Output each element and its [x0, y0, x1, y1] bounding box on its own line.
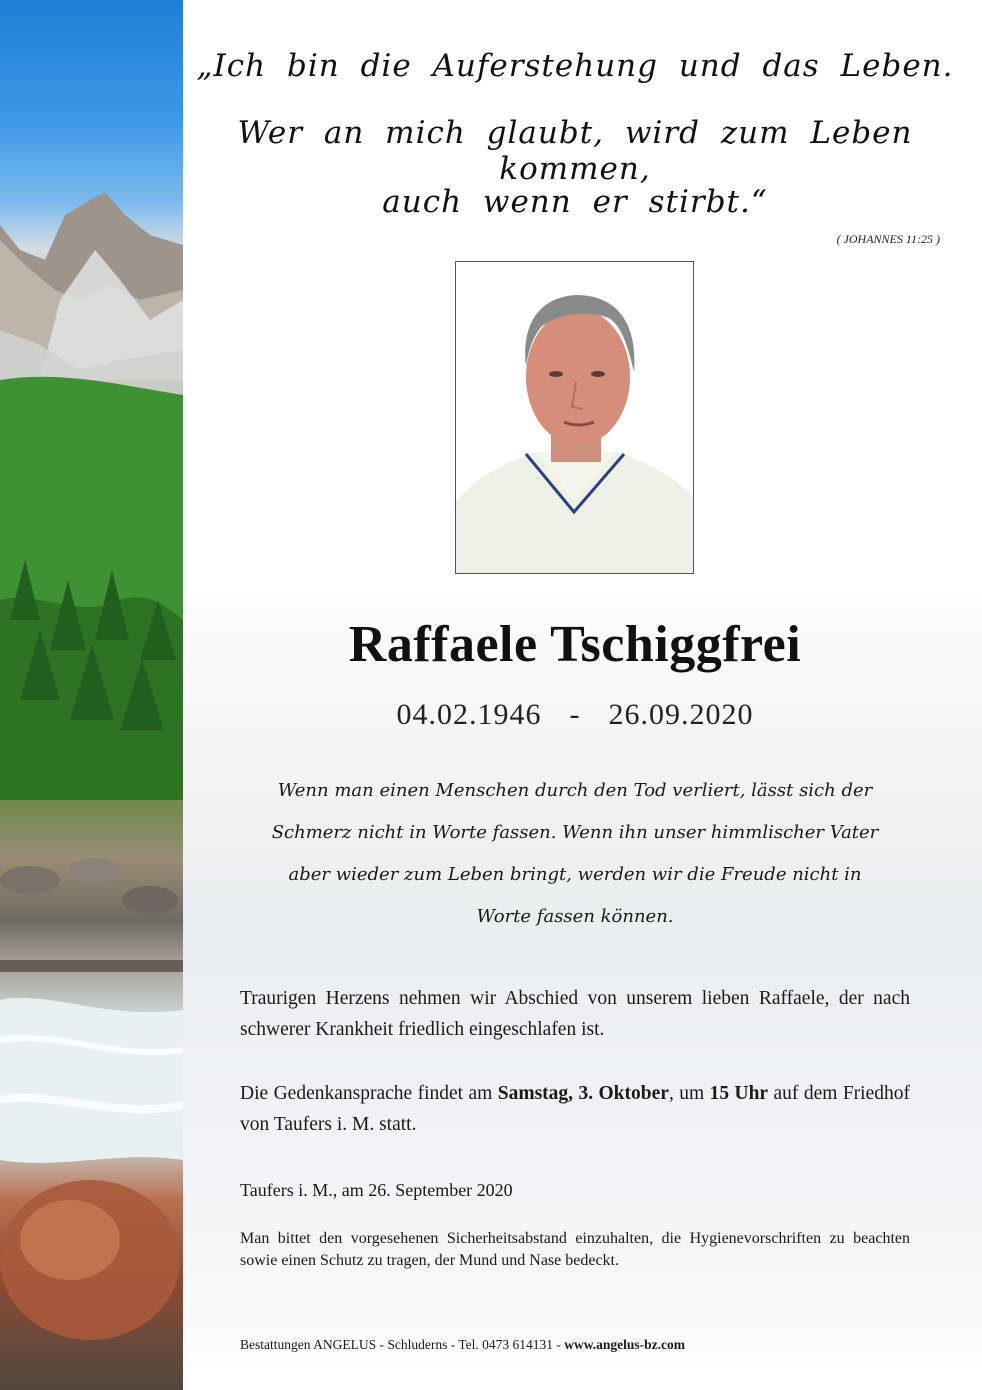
quote-line-1: „Ich bin die Auferstehung und das Leben.	[196, 48, 954, 84]
poem-line-1: Wenn man einen Menschen durch den Tod verliert, lässt sich der	[277, 780, 873, 801]
footer	[240, 1337, 685, 1353]
landscape-illustration	[0, 0, 183, 1390]
birth-date: 04.02.1946	[396, 698, 542, 731]
deceased-name: Raffaele Tschiggfrei	[348, 616, 802, 673]
quote-line-3: auch wenn er stirbt.“	[382, 184, 768, 220]
place-and-date: Taufers i. M., am 26. September 2020	[240, 1180, 513, 1200]
footer-website: www.angelus-bz.com	[564, 1337, 686, 1352]
quote-source: ( JOHANNES 11:25 )	[836, 232, 940, 246]
portrait-illustration	[456, 262, 693, 573]
ceremony-time: 15 Uhr	[709, 1083, 769, 1104]
quote-line-2: Wer an mich glaubt, wird zum Leben kommen,	[237, 115, 913, 187]
poem-line-2: Schmerz nicht in Worte fassen. Wenn ihn unser himmlischer Vater	[271, 822, 879, 843]
ceremony-part-3: auf dem Friedhof von Taufers i. M. statt.	[240, 1083, 910, 1135]
footer-funeral-home: Bestattungen ANGELUS - Schluderns - Tel. 0473 614131 -	[240, 1337, 561, 1352]
safety-note: Man bittet den vorgesehenen Sicherheitsabstand einzuhalten, die Hygienevorschriften zu beachten sowie einen Schutz zu tragen, der Mund und Nase bedeckt.	[240, 1230, 910, 1269]
portrait-photo	[455, 261, 694, 574]
date-separator: -	[569, 698, 581, 731]
announcement-text: Traurigen Herzens nehmen wir Abschied von unserem lieben Raffaele, der nach schwerer Krankheit friedlich eingeschlafen ist.	[240, 988, 910, 1040]
ceremony-text	[240, 1078, 910, 1140]
ceremony-part-2: , um	[668, 1083, 710, 1104]
death-date: 26.09.2020	[608, 698, 754, 731]
poem-line-4: Worte fassen können.	[476, 906, 674, 927]
life-dates	[190, 698, 960, 732]
ceremony-day: Samstag, 3. Oktober	[497, 1083, 669, 1104]
landscape-photo-strip	[0, 0, 183, 1390]
ceremony-part-1: Die Gedenkansprache findet am	[240, 1083, 498, 1104]
condolence-poem	[230, 770, 920, 938]
poem-line-3: aber wieder zum Leben bringt, werden wir die Freude nicht in	[288, 864, 862, 885]
